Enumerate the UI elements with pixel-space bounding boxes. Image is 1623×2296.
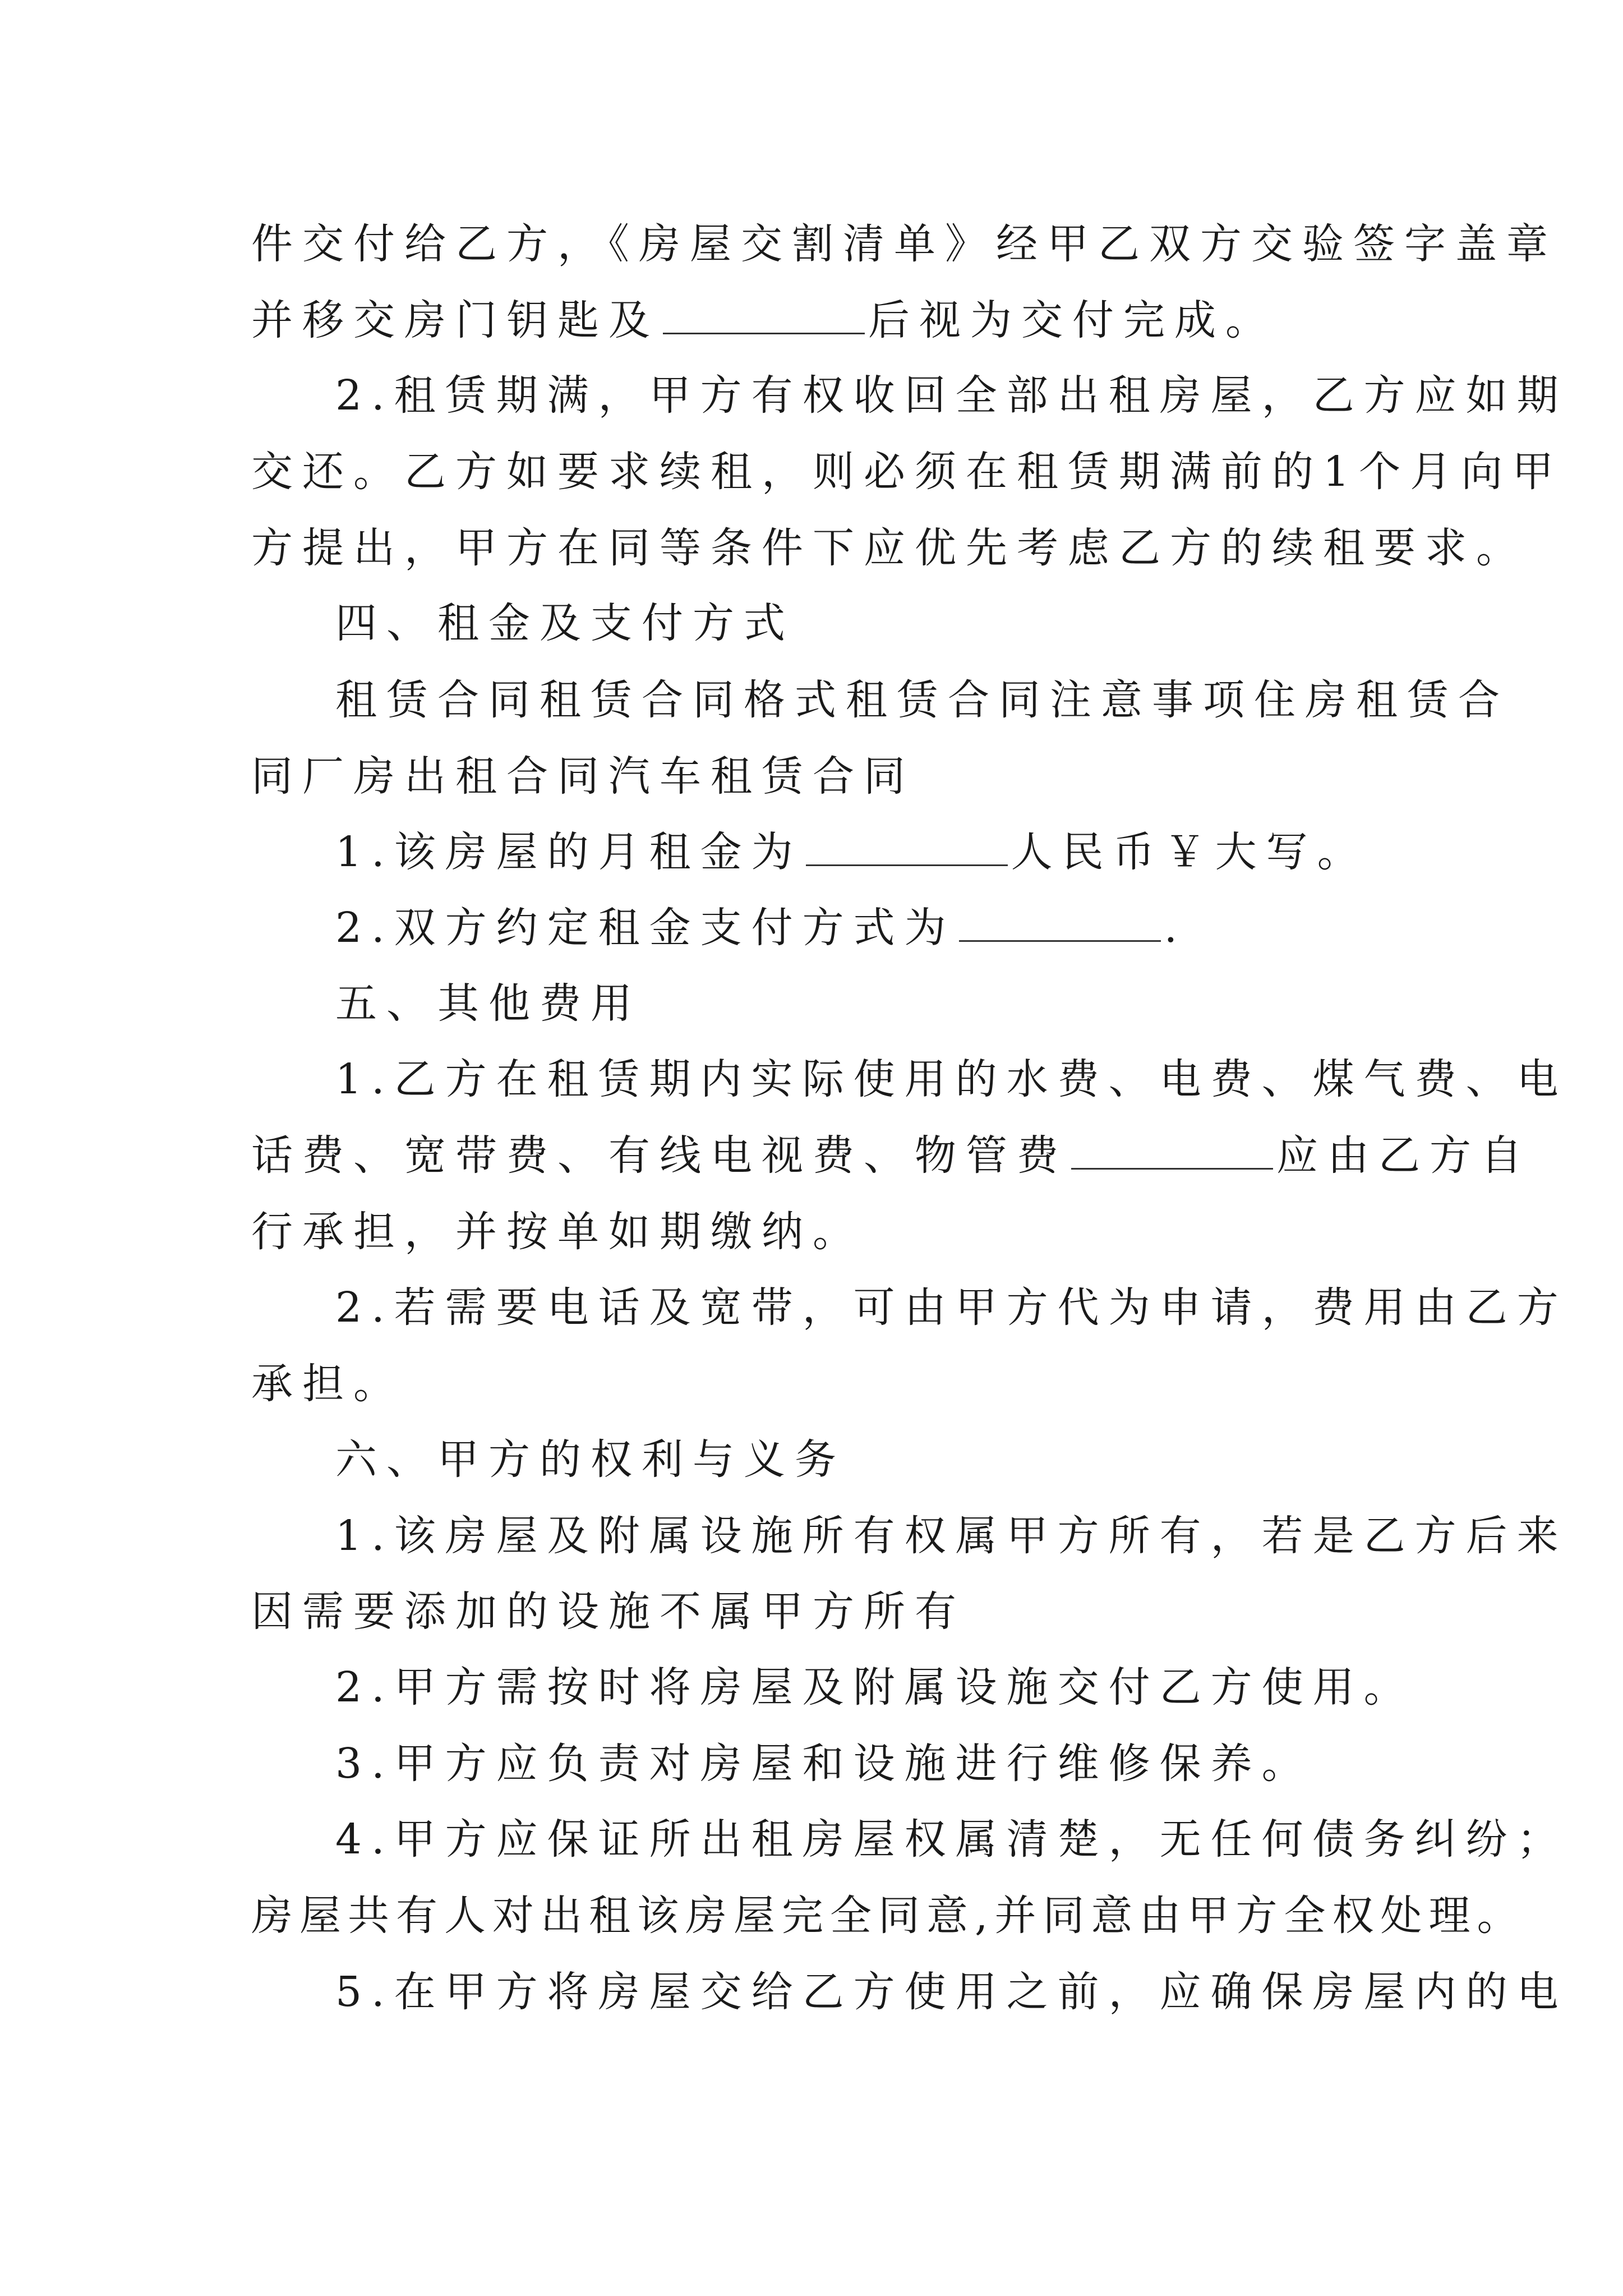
- paragraph-line: 承担。: [251, 1360, 404, 1408]
- paragraph-line: 2.若需要电话及宽带，可由甲方代为申请，费用由乙方: [335, 1283, 1568, 1332]
- paragraph-line: 交还。乙方如要求续租，则必须在租赁期满前的1个月向甲: [251, 448, 1564, 496]
- paragraph-line: 方提出，甲方在同等条件下应优先考虑乙方的续租要求。: [251, 524, 1527, 572]
- section-heading: 四、租金及支付方式: [335, 599, 795, 647]
- fill-in-blank: [959, 907, 1161, 942]
- line-text: 2.双方约定租金支付方式为: [335, 904, 956, 952]
- paragraph-line: 件交付给乙方，《房屋交割清单》经甲乙双方交验签字盖章: [251, 220, 1557, 268]
- paragraph-line: [251, 292, 1276, 348]
- paragraph-line: 4.甲方应保证所出租房屋权属清楚，无任何债务纠纷；: [335, 1815, 1568, 1864]
- line-text: 人民币￥大写。: [1011, 828, 1368, 876]
- line-text: 1.该房屋的月租金为: [335, 828, 803, 876]
- paragraph-line: 房屋共有人对出租该房屋完全同意,并同意由甲方全权处理。: [251, 1892, 1525, 1940]
- paragraph-line: 2.甲方需按时将房屋及附属设施交付乙方使用。: [335, 1663, 1415, 1711]
- paragraph-line: 同厂房出租合同汽车租赁合同: [251, 752, 915, 800]
- section-heading: 六、甲方的权利与义务: [335, 1435, 846, 1484]
- fill-in-blank: [806, 831, 1008, 866]
- line-text: 应由乙方自: [1276, 1131, 1532, 1180]
- paragraph-line: 因需要添加的设施不属甲方所有: [251, 1588, 966, 1636]
- section-heading: 五、其他费用: [335, 979, 642, 1028]
- paragraph-line: 行承担，并按单如期缴纳。: [251, 1208, 864, 1256]
- line-text: .: [1164, 904, 1187, 952]
- paragraph-line: [251, 1128, 1532, 1184]
- fill-in-blank: [1071, 1134, 1273, 1170]
- paragraph-line: 租赁合同租赁合同格式租赁合同注意事项住房租赁合: [335, 676, 1509, 724]
- line-text: 话费、宽带费、有线电视费、物管费: [251, 1131, 1068, 1180]
- fill-in-blank: [663, 299, 865, 334]
- paragraph-line: 1.乙方在租赁期内实际使用的水费、电费、煤气费、电: [335, 1055, 1568, 1103]
- paragraph-line: 3.甲方应负责对房屋和设施进行维修保养。: [335, 1740, 1313, 1788]
- line-text: 并移交房门钥匙及: [251, 296, 660, 344]
- paragraph-line: [335, 900, 1187, 956]
- paragraph-line: 5.在甲方将房屋交给乙方使用之前，应确保房屋内的电: [335, 1968, 1568, 2016]
- paragraph-line: 1.该房屋及附属设施所有权属甲方所有，若是乙方后来: [335, 1512, 1568, 1560]
- line-text: 后视为交付完成。: [868, 296, 1276, 344]
- paragraph-line: [335, 824, 1368, 880]
- paragraph-line: 2.租赁期满，甲方有权收回全部出租房屋，乙方应如期: [335, 371, 1568, 420]
